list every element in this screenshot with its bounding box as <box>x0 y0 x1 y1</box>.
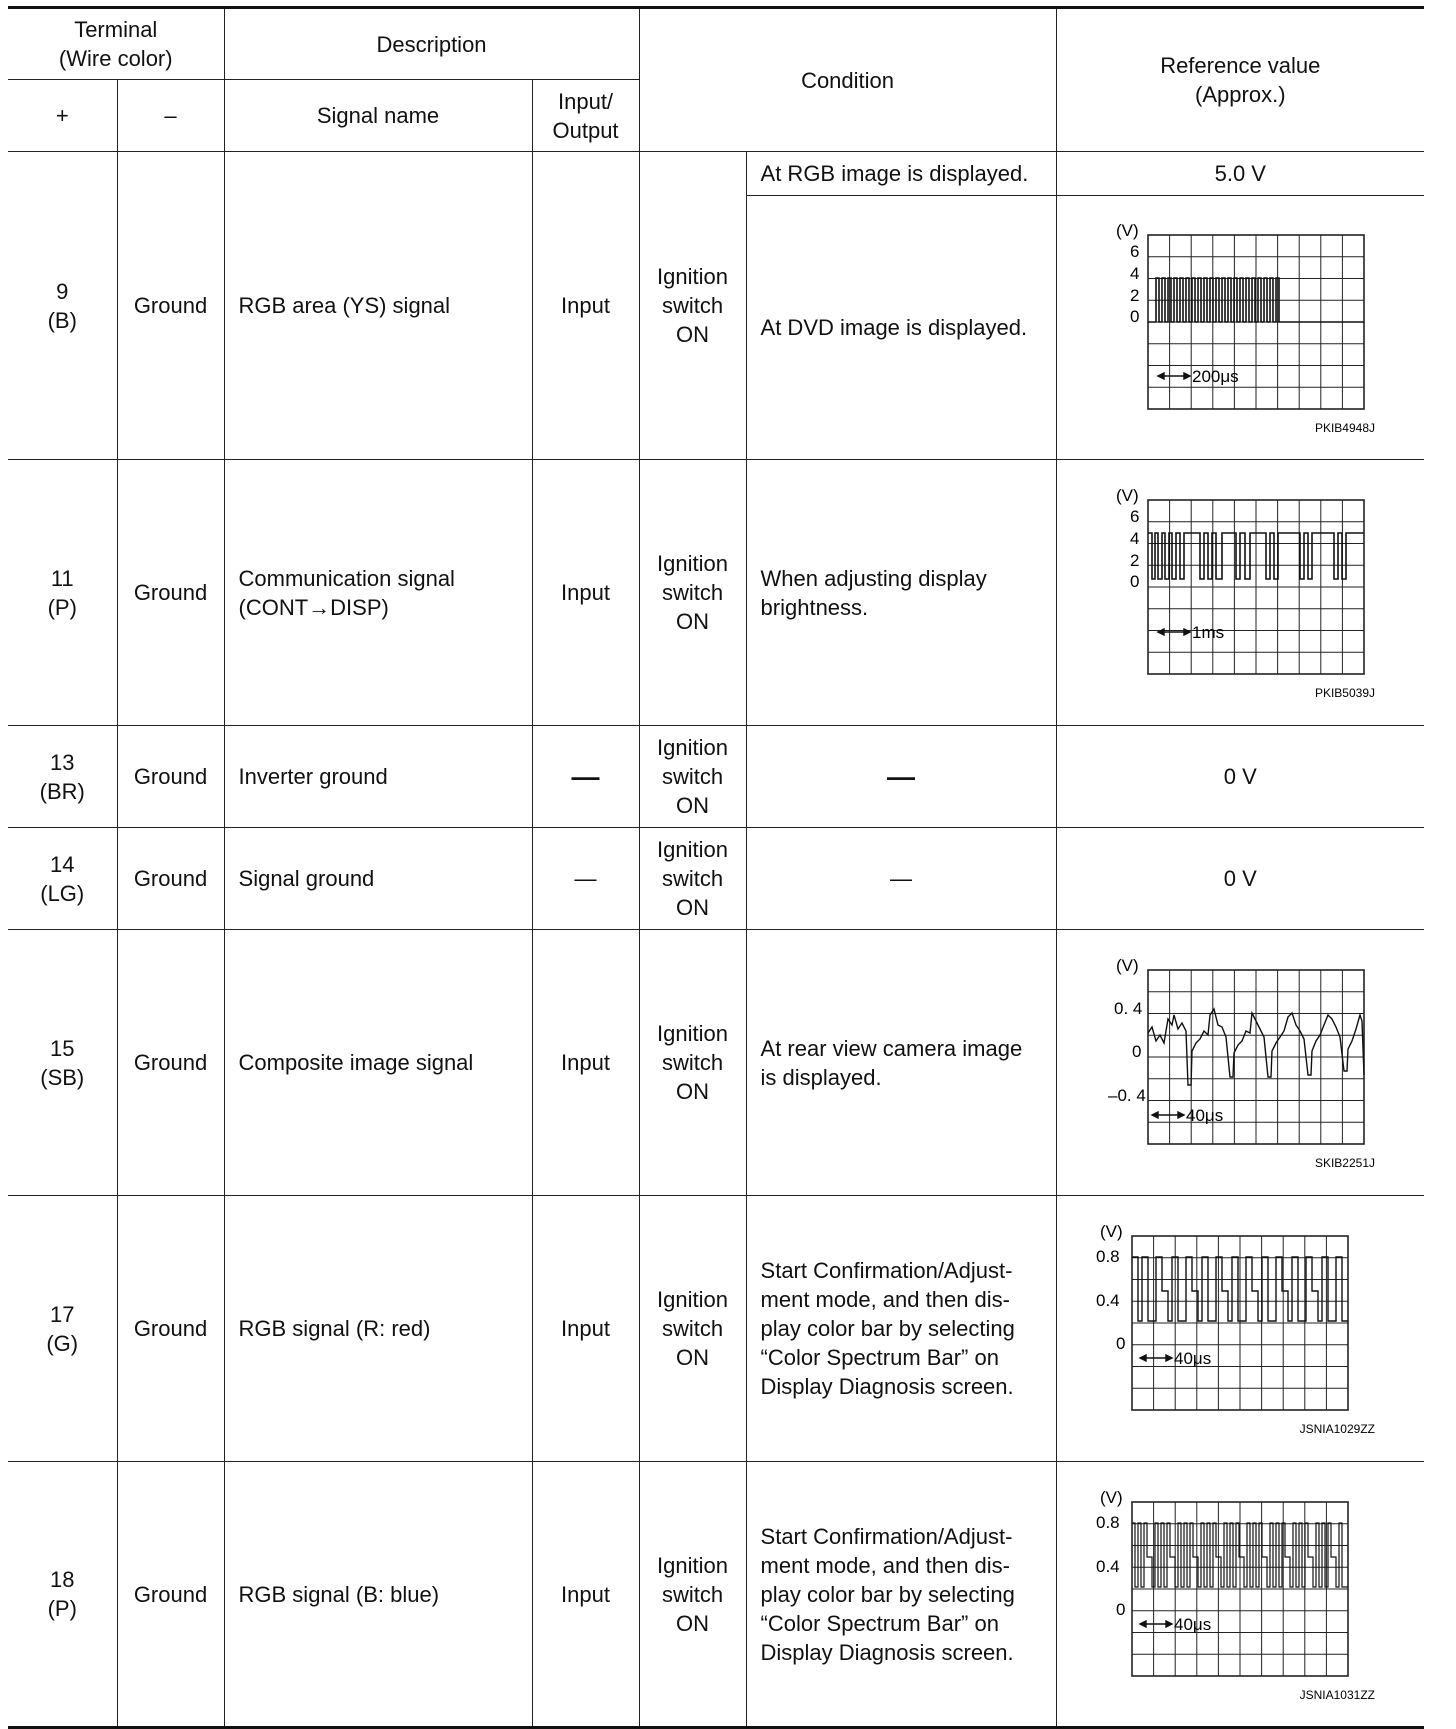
header-row <box>8 8 1424 80</box>
table-row <box>8 726 1424 828</box>
time-division-arrow <box>1158 629 1190 635</box>
sub-condition-cell: — <box>746 726 1056 828</box>
header-input-label: Input/ <box>558 88 614 114</box>
minus-cell: Ground <box>117 828 224 930</box>
sub-condition-cell <box>746 460 1056 726</box>
condition-line: switch <box>661 293 724 318</box>
io-cell: Input <box>532 1196 639 1462</box>
table-row <box>8 1196 1424 1462</box>
condition-line: Ignition <box>657 264 728 289</box>
condition-line: Ignition <box>657 551 728 576</box>
scope-tick: 4 <box>1130 264 1140 283</box>
oscilloscope-waveform <box>1090 1487 1390 1702</box>
wire-color: (SB) <box>40 1064 85 1090</box>
reference-value-cell: 5.0 V <box>1056 152 1424 196</box>
io-cell: Input <box>532 460 639 726</box>
condition-cell <box>639 1196 746 1462</box>
scope-time-division: 40μs <box>1174 1349 1212 1368</box>
terminal-number: 15 <box>50 1035 75 1061</box>
scope-tick: 0.4 <box>1096 1291 1120 1310</box>
terminal-number: 17 <box>50 1301 75 1327</box>
terminal-number: 13 <box>50 749 75 775</box>
terminal-cell <box>8 460 117 726</box>
condition-line: switch <box>661 580 724 605</box>
table-row <box>8 460 1424 726</box>
wire-color: (LG) <box>40 880 85 906</box>
sub-condition-cell <box>746 930 1056 1196</box>
scope-unit: (V) <box>1116 486 1139 505</box>
reference-waveform-cell <box>1056 1196 1424 1462</box>
sub-condition-cell: At DVD image is displayed. <box>746 196 1056 460</box>
minus-cell: Ground <box>117 726 224 828</box>
figure-code: JSNIA1031ZZ <box>1299 1687 1376 1702</box>
condition-line: switch <box>661 1050 724 1075</box>
sub-condition-cell: At RGB image is displayed. <box>746 152 1056 196</box>
wire-color: (B) <box>47 307 77 333</box>
oscilloscope-waveform <box>1090 220 1390 435</box>
condition-line: ON <box>676 1345 710 1370</box>
minus-cell: Ground <box>117 930 224 1196</box>
io-cell: Input <box>532 1462 639 1728</box>
sub-condition-line: play color bar by selecting <box>760 1581 1015 1607</box>
sub-condition-cell <box>746 1196 1056 1462</box>
sub-condition-line: “Color Spectrum Bar” on <box>760 1610 999 1636</box>
io-cell: Input <box>532 930 639 1196</box>
terminal-cell <box>8 1462 117 1728</box>
sub-condition-line: Display Diagnosis screen. <box>760 1374 1014 1399</box>
scope-tick: 0. 4 <box>1114 999 1143 1018</box>
condition-line: ON <box>676 1610 710 1636</box>
condition-line: ON <box>676 609 710 634</box>
condition-line: ON <box>676 322 710 347</box>
scope-time-division: 1ms <box>1192 623 1225 642</box>
condition-line: ON <box>676 793 710 818</box>
terminal-number: 18 <box>50 1567 75 1592</box>
reference-value-cell: 0 V <box>1056 828 1424 930</box>
scope-tick: 4 <box>1130 529 1140 548</box>
scope-tick: 2 <box>1130 551 1140 570</box>
scope-grid <box>1148 500 1364 674</box>
signal-name-cell: Composite image signal <box>224 930 532 1196</box>
condition-line: switch <box>661 1581 724 1607</box>
terminal-cell <box>8 1196 117 1462</box>
sub-condition-line: Start Confirmation/Adjust- <box>760 1523 1013 1549</box>
oscilloscope-waveform <box>1090 1221 1390 1436</box>
io-cell: Input <box>532 152 639 460</box>
header-reference <box>1056 8 1424 152</box>
sub-condition-cell <box>746 1462 1056 1728</box>
table-row <box>8 152 1424 196</box>
sub-condition-line: brightness. <box>760 594 869 620</box>
header-description: Description <box>224 8 639 80</box>
sub-condition-line: When adjusting display <box>760 565 987 591</box>
condition-line: Ignition <box>657 1021 728 1046</box>
condition-line: ON <box>676 1079 710 1104</box>
scope-grid <box>1148 970 1364 1144</box>
wire-color: (BR) <box>39 778 85 804</box>
reference-waveform-cell <box>1056 460 1424 726</box>
condition-cell <box>639 930 746 1196</box>
condition-line: switch <box>661 866 724 891</box>
sub-condition-line: “Color Spectrum Bar” on <box>760 1345 999 1370</box>
time-division-arrow <box>1158 373 1190 379</box>
header-terminal <box>8 8 224 80</box>
scope-tick: 2 <box>1130 286 1140 305</box>
table-row <box>8 1462 1424 1728</box>
condition-line: Ignition <box>657 735 728 760</box>
signal-name-cell <box>224 460 532 726</box>
oscilloscope-waveform <box>1090 485 1390 700</box>
figure-code: JSNIA1029ZZ <box>1299 1422 1376 1436</box>
condition-line: switch <box>661 764 724 789</box>
scope-unit: (V) <box>1100 1487 1123 1507</box>
document <box>8 6 1424 1729</box>
sub-condition-line: Display Diagnosis screen. <box>760 1639 1014 1665</box>
terminal-number: 14 <box>50 851 75 877</box>
header-signal-name: Signal name <box>224 80 532 152</box>
scope-tick: 0 <box>1132 1042 1142 1061</box>
figure-code: PKIB5039J <box>1315 686 1376 700</box>
condition-cell <box>639 152 746 460</box>
signal-name-line: (CONT→DISP) <box>238 594 389 620</box>
signal-name-cell: RGB signal (R: red) <box>224 1196 532 1462</box>
oscilloscope-waveform <box>1090 955 1390 1170</box>
sub-condition-line: At rear view camera image <box>760 1035 1023 1061</box>
signal-name-cell: RGB signal (B: blue) <box>224 1462 532 1728</box>
condition-cell <box>639 726 746 828</box>
scope-unit: (V) <box>1100 1222 1123 1241</box>
sub-condition-line: is displayed. <box>760 1064 882 1090</box>
condition-line: Ignition <box>657 837 728 862</box>
scope-tick: 0 <box>1130 307 1140 326</box>
wire-color: (G) <box>46 1330 79 1356</box>
condition-line: switch <box>661 1316 724 1341</box>
scope-tick: 0.8 <box>1096 1512 1120 1532</box>
reference-waveform-cell <box>1056 930 1424 1196</box>
io-cell: — <box>532 828 639 930</box>
terminal-cell <box>8 930 117 1196</box>
sub-condition-line: Start Confirmation/Adjust- <box>760 1258 1013 1283</box>
signal-name-cell: RGB area (YS) signal <box>224 152 532 460</box>
condition-line: Ignition <box>657 1287 728 1312</box>
scope-unit: (V) <box>1116 956 1139 975</box>
scope-tick: 6 <box>1130 507 1140 526</box>
terminal-number: 11 <box>50 565 74 591</box>
sub-condition-cell: — <box>746 828 1056 930</box>
signal-name-line: Communication signal <box>238 565 455 591</box>
minus-cell: Ground <box>117 152 224 460</box>
scope-grid <box>1132 1236 1348 1410</box>
scope-tick: 0 <box>1130 572 1140 591</box>
condition-line: Ignition <box>657 1552 728 1578</box>
header-condition: Condition <box>639 8 1056 152</box>
terminal-cell <box>8 726 117 828</box>
header-minus: – <box>117 80 224 152</box>
minus-cell: Ground <box>117 1462 224 1728</box>
condition-line: ON <box>676 895 710 920</box>
table-row <box>8 828 1424 930</box>
time-division-arrow <box>1140 1621 1172 1627</box>
reference-waveform-cell <box>1056 196 1424 460</box>
reference-value-cell: 0 V <box>1056 726 1424 828</box>
header-reference-label: Reference value <box>1160 53 1321 78</box>
scope-tick: 6 <box>1130 242 1140 261</box>
terminal-spec-table <box>8 6 1424 1729</box>
scope-tick: 0.4 <box>1096 1556 1120 1576</box>
scope-tick: 0 <box>1116 1334 1126 1353</box>
signal-name-cell: Inverter ground <box>224 726 532 828</box>
figure-code: PKIB4948J <box>1315 421 1376 435</box>
reference-waveform-cell <box>1056 1462 1424 1728</box>
header-approx-label: (Approx.) <box>1195 82 1286 107</box>
condition-cell <box>639 1462 746 1728</box>
scope-unit: (V) <box>1116 221 1139 240</box>
terminal-cell <box>8 152 117 460</box>
time-division-arrow <box>1140 1355 1172 1361</box>
wire-color: (P) <box>47 1596 77 1621</box>
signal-name-cell: Signal ground <box>224 828 532 930</box>
condition-cell <box>639 460 746 726</box>
table-row <box>8 930 1424 1196</box>
wire-color: (P) <box>47 594 77 620</box>
sub-condition-line: ment mode, and then dis- <box>760 1287 1011 1312</box>
time-division-arrow <box>1152 1112 1184 1118</box>
sub-condition-line: ment mode, and then dis- <box>760 1552 1011 1578</box>
header-io <box>532 80 639 152</box>
scope-tick: –0. 4 <box>1108 1086 1147 1105</box>
scope-time-division: 200μs <box>1192 367 1239 386</box>
minus-cell: Ground <box>117 460 224 726</box>
io-cell: — <box>532 726 639 828</box>
minus-cell: Ground <box>117 1196 224 1462</box>
header-terminal-label: Terminal <box>74 17 158 42</box>
header-output-label: Output <box>552 117 619 143</box>
terminal-number: 9 <box>56 278 69 304</box>
scope-time-division: 40μs <box>1186 1106 1224 1125</box>
header-plus: + <box>8 80 117 152</box>
scope-tick: 0.8 <box>1096 1247 1120 1266</box>
scope-tick: 0 <box>1116 1599 1126 1619</box>
sub-condition-line: play color bar by selecting <box>760 1316 1015 1341</box>
header-wire-color-label: (Wire color) <box>58 46 173 71</box>
terminal-cell <box>8 828 117 930</box>
figure-code: SKIB2251J <box>1315 1156 1376 1170</box>
condition-cell <box>639 828 746 930</box>
scope-time-division: 40μs <box>1174 1614 1212 1634</box>
